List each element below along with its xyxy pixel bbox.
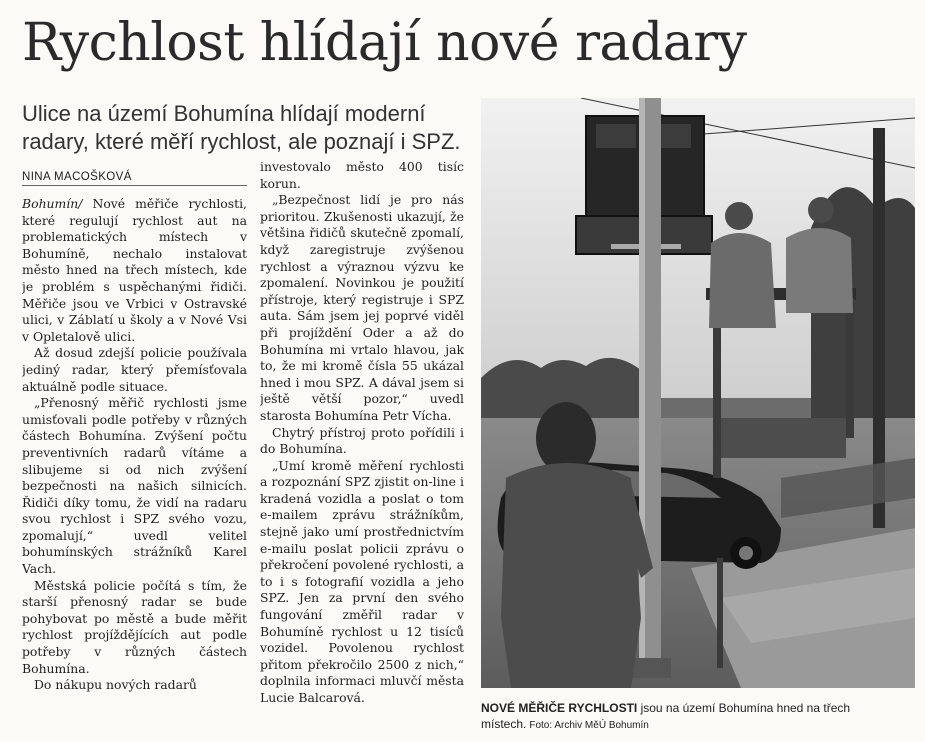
radar-installation-image [481, 98, 915, 688]
paragraph-7: „Bezpečnost lidí je pro nás prioritou. Zkušenosti ukazují, že většina řidičů skutečně zpomalí, když zaregistruje zvýšenou rychlost a výraznou výzvu ke zpomalení. Novinkou je použití přístroje, který registruje i SPZ auta. Sám jsem jej poprvé viděl při projíždění Oder a až do Bohumína mi vrtalo hlavou, jak to, že mi kromě čísla 55 ukázal hned i mou SPZ. A dával jsem si ještě větší pozor,“ uvedl starosta Bohumína Petr Vícha. [260, 192, 464, 423]
text-column-2 [260, 159, 464, 742]
paragraph-3: „Přenosný měřič rychlosti jsme umisťovali podle potřeby v různých částech Bohumína. Zvýšení počtu preventivních radarů vítáme a slibujeme si od nich zvýšení bezpečnosti na našich silnicích. Řidiči díky tomu, že vidí na radaru svou rychlost i SPZ svého vozu, zpomalují,“ uvedl velitel bohumínských strážníků Karel Vach. [22, 395, 247, 577]
paragraph-2: Až dosud zdejší policie používala jediný radar, který přemísťovala aktuálně podle situace. [22, 345, 247, 394]
caption-text: jsou na území Bohumína hned na třech místech. [481, 701, 851, 731]
paragraph-5: Do nákupu nových radarů [34, 677, 197, 693]
paragraph-8: Chytrý přístroj proto pořídili i do Bohumína. [260, 424, 464, 457]
photo-credit: Foto: Archiv MěÚ Bohumín [529, 720, 649, 731]
paragraph-9: „Umí kromě měření rychlosti a rozpoznání SPZ zjistit on-line i kradená vozidla a poslat o tom e-mailem zprávu strážníkům, stejně jako umí prostřednictvím e-mailu poslat policii zprávu o překročení povolené rychlosti, a to i s fotografií vozidla a jeho SPZ. Jen za první den svého fungování změřil radar v Bohumíně rychlost u 12 tisíců vozidel. Povolenou rychlost přitom překročilo 2500 z nich,“ doplnila informaci mluvčí města Lucie Balcarová. [260, 457, 464, 705]
article-photo [481, 98, 915, 688]
paragraph-6: investovalo město 400 tisíc korun. [260, 159, 464, 191]
byline: NINA MACOŠKOVÁ [22, 171, 247, 186]
caption-lead: NOVÉ MĚŘIČE RYCHLOSTI [481, 701, 638, 715]
article-headline: Rychlost hlídají nové radary [22, 13, 747, 73]
dateline: Bohumín/ [22, 196, 83, 211]
paragraph-1-text: Nové měřiče rychlosti, které regulují rychlost aut na problematických místech v Bohumíně, nechalo instalovat město hned na třech místech, kde je problém s uspěchanými řidiči. Měřiče jsou ve Vrbici v Ostravské ulici, v Záblatí u školy a v Nové Vsi v Opletalově ulici. [22, 196, 247, 344]
text-column-1 [22, 196, 247, 742]
paragraph-1 [22, 196, 247, 345]
paragraph-4: Městská policie počítá s tím, že starší přenosný radar se bude pohybovat po městě a bude měřit rychlost projíždějících aut podle potřeby v různých částech Bohumína. [22, 577, 247, 676]
photo-caption [481, 700, 915, 734]
article-deck: Ulice na území Bohumína hlídají moderní radary, které měří rychlost, ale poznají i SPZ. [22, 101, 461, 154]
